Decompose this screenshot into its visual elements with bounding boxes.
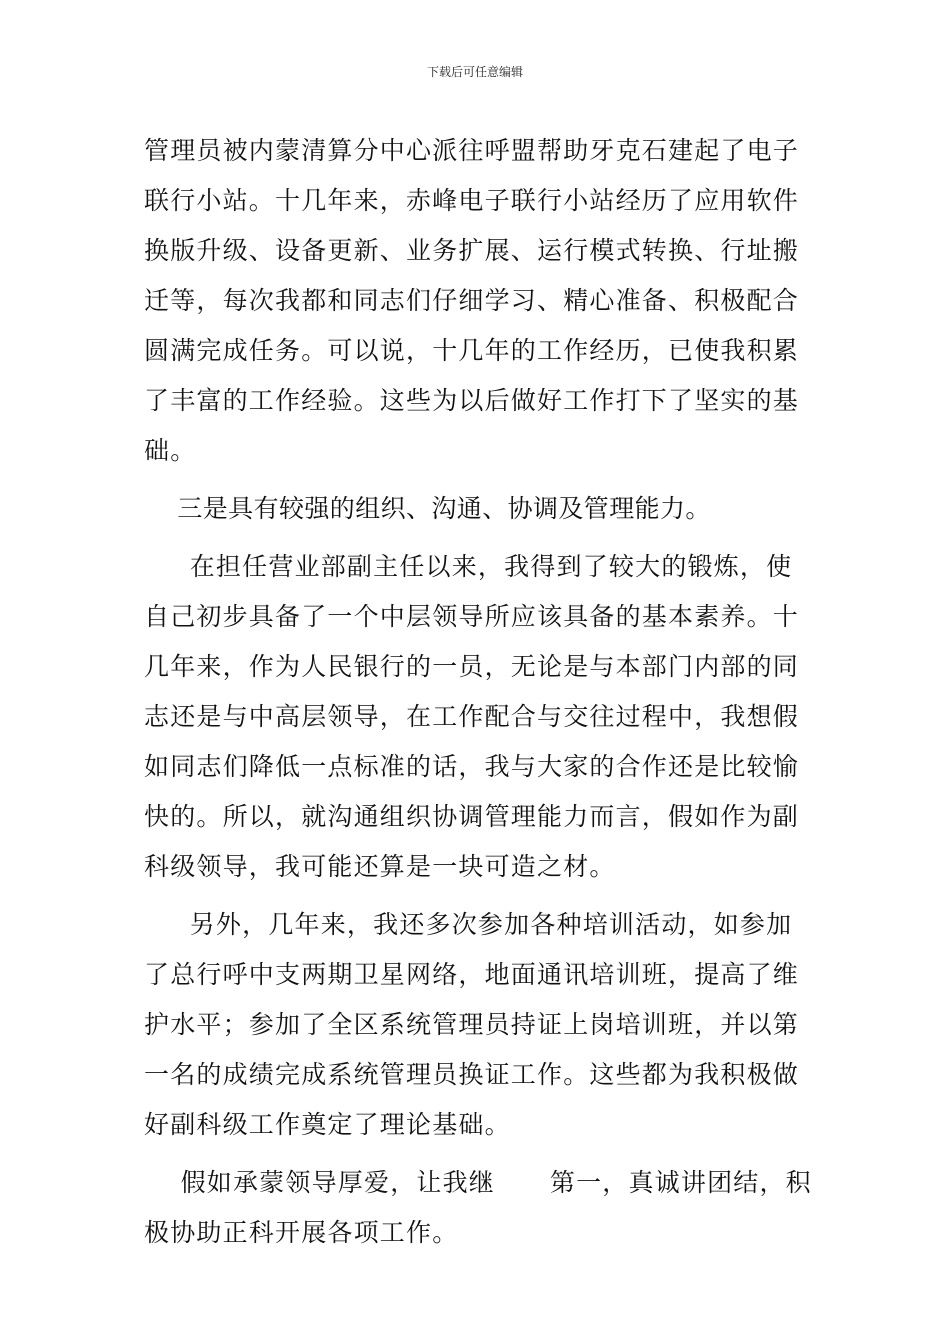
section-heading: 三是具有较强的组织、沟通、协调及管理能力。 [144, 494, 711, 523]
text-line: 另外，几年来，我还多次参加各种培训活动，如参加 [144, 910, 793, 939]
text-line: 假如承蒙领导厚爱，让我继 第一，真诚讲团结，积 [144, 1168, 812, 1197]
text-line: 在担任营业部副主任以来，我得到了较大的锻炼，使 [144, 552, 793, 581]
page-header: 下载后可任意编辑 [426, 65, 523, 79]
text-line: 联行小站。十几年来，赤峰电子联行小站经历了应用软件 [144, 186, 800, 215]
text-line: 护水平；参加了全区系统管理员持证上岗培训班，并以第 [144, 1010, 800, 1039]
text-line: 了总行呼中支两期卫星网络，地面通讯培训班，提高了维 [144, 960, 800, 989]
text-line: 了丰富的工作经验。这些为以后做好工作打下了坚实的基 [144, 386, 800, 415]
text-line: 科级领导，我可能还算是一块可造之材。 [144, 852, 616, 881]
text-line: 圆满完成任务。可以说，十几年的工作经历，已使我积累 [144, 336, 800, 365]
text-line: 志还是与中高层领导，在工作配合与交往过程中，我想假 [144, 702, 800, 731]
text-line: 础。 [144, 436, 197, 465]
text-line: 极协助正科开展各项工作。 [144, 1218, 459, 1247]
text-line: 好副科级工作奠定了理论基础。 [144, 1110, 511, 1139]
text-line: 一名的成绩完成系统管理员换证工作。这些都为我积极做 [144, 1060, 800, 1089]
text-line: 换版升级、设备更新、业务扩展、运行模式转换、行址搬 [144, 236, 800, 265]
text-line: 如同志们降低一点标准的话，我与大家的合作还是比较愉 [144, 752, 800, 781]
text-line: 迁等，每次我都和同志们仔细学习、精心准备、积极配合 [144, 286, 800, 315]
text-line: 自己初步具备了一个中层领导所应该具备的基本素养。十 [144, 602, 800, 631]
text-line: 几年来，作为人民银行的一员，无论是与本部门内部的同 [144, 652, 800, 681]
document-body [144, 126, 824, 1258]
text-line: 管理员被内蒙清算分中心派往呼盟帮助牙克石建起了电子 [144, 136, 800, 165]
text-line: 快的。所以，就沟通组织协调管理能力而言，假如作为副 [144, 802, 800, 831]
